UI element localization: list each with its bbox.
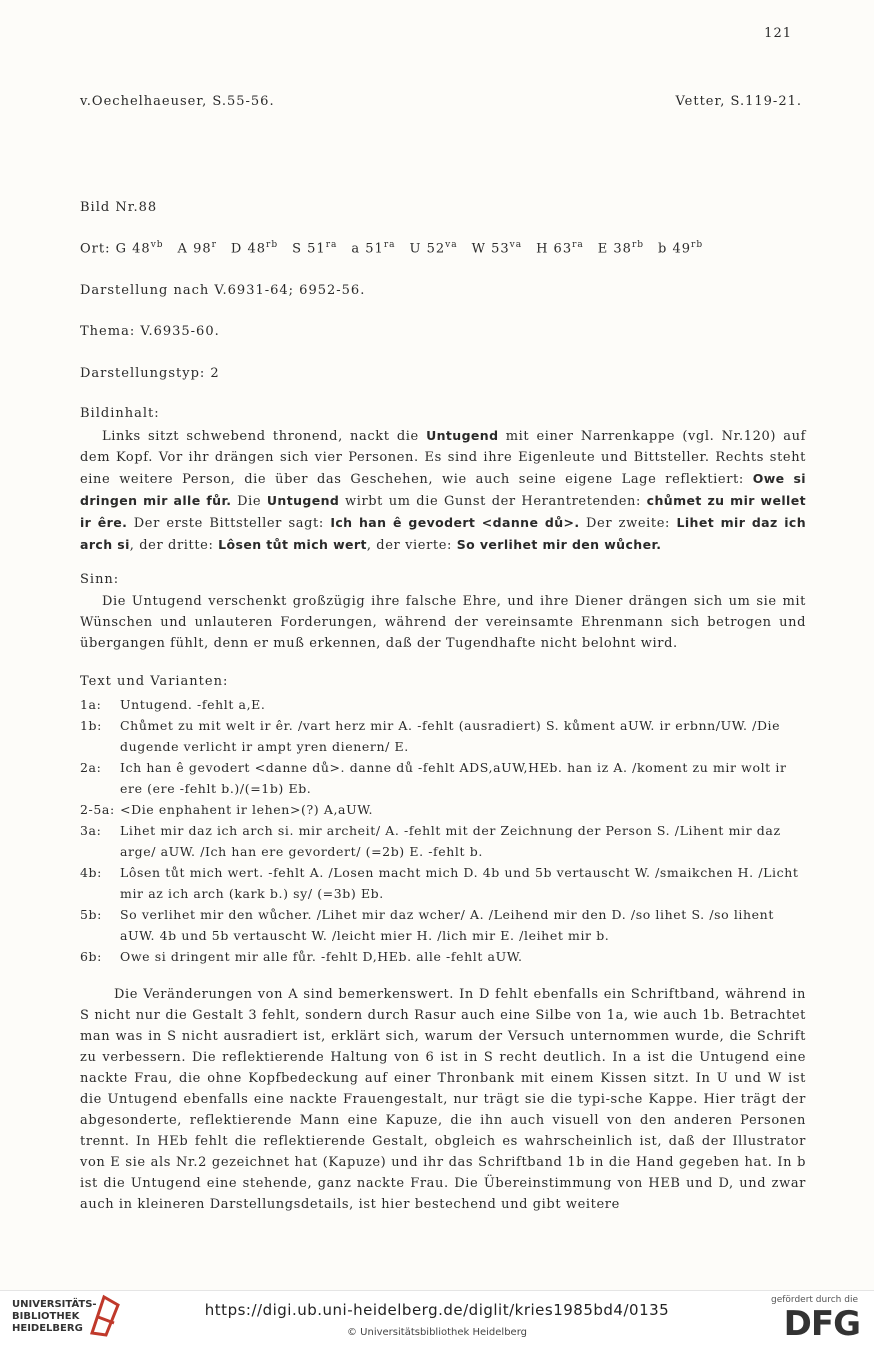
ort-siglum: U $52^{va}$	[409, 240, 458, 257]
body-text: Der erste Bittsteller sagt:	[127, 516, 331, 531]
variant-text: Chůmet zu mit welt ir êr. /vart herz mir A. -fehlt (ausradiert) S. kůment aUW. ir erbnn/UW. /Die dugende verlicht ir ampt yren dienern/ E.	[120, 718, 781, 754]
quoted-verse: Untugend	[426, 428, 499, 443]
darstellungstyp-line: Darstellungstyp: 2	[80, 366, 220, 381]
quoted-verse: So verlihet mir den wůcher.	[456, 537, 662, 552]
sinn-heading: Sinn:	[80, 572, 120, 587]
thema-line: Thema: V.6935-60.	[80, 324, 220, 339]
ort-siglum: G $48^{vb}$	[115, 240, 164, 257]
header-left: v.Oechelhaeuser, S.55-56.	[80, 94, 275, 109]
variant-text: Ich han ê gevodert <danne dů>. danne dů -fehlt ADS,aUW,HEb. han iz A. /koment zu mir wolt ir ere (ere -fehlt b.)/(=1b) Eb.	[120, 760, 787, 796]
variant-text: So verlihet mir den wůcher. /Lihet mir daz wcher/ A. /Leihend mir den D. /so lihet S. /so lihent aUW. 4b und 5b vertauscht W. /leicht mier H. /lich mir E. /leihet mir b.	[120, 907, 774, 943]
variant-row	[80, 799, 810, 820]
variant-row	[80, 694, 810, 715]
variant-text: <Die enphahent ir lehen>(?) A,aUW.	[120, 802, 374, 817]
ort-siglum: E $38^{rb}$	[597, 240, 645, 257]
variant-key: 1a:	[80, 697, 102, 712]
ort-siglum: W $53^{va}$	[471, 240, 523, 257]
variant-key: 2a:	[80, 760, 102, 775]
ub-logo-text: UNIVERSITÄTS- BIBLIOTHEK HEIDELBERG	[12, 1299, 97, 1334]
variant-text: Lôsen tůt mich wert. -fehlt A. /Losen macht mich D. 4b und 5b vertauscht W. /smaikchen H. /Licht mir az ich arch (kark b.) sy/ (=3b) Eb.	[120, 865, 799, 901]
quoted-verse: chůmet zu mir wellet ir êre.	[80, 493, 806, 530]
ort-line	[80, 240, 717, 256]
variant-key: 5b:	[80, 907, 102, 922]
body-text: , der vierte:	[366, 538, 457, 553]
variant-text: Owe si dringent mir alle fůr. -fehlt D,HEb. alle -fehlt aUW.	[120, 949, 523, 964]
variant-row	[80, 820, 810, 862]
ort-sigla	[116, 241, 717, 256]
ort-siglum: D $48^{rb}$	[230, 240, 279, 257]
varianten-list	[80, 694, 810, 967]
variant-row	[80, 757, 810, 799]
bild-number: Bild Nr.88	[80, 200, 158, 215]
schluss-text: Die Veränderungen von A sind bemerkenswert. In D fehlt ebenfalls ein Schriftband, während in S nicht nur die Gestalt 3 fehlt, sondern durch Rasur auch eine Silbe von 1a, wie auch 1b. Betrachtet man was in S nicht ausradiert ist, erklärt sich, warum der Versuch unternommen wurde, die Schrift zu verbessern. Die reflektierende Haltung von 6 ist in S recht deutlich. In a ist die Untugend eine nackte Frau, die ohne Kopfbedeckung auf einer Thronbank mit einem Kissen sitzt. In U und W ist die Untugend ebenfalls eine nackte Frauengestalt, nur trägt sie die typi-sche Kappe. Hier trägt der abgesonderte, reflektierende Mann eine Kapuze, die ihn auch visuell von den anderen Personen trennt. In HEb fehlt die reflektierende Gestalt, obgleich es wahrscheinlich ist, daß der Illustrator von E sie als Nr.2 gezeichnet hat (Kapuze) und ihr das Schriftband 1b in die Hand gegeben hat. In b ist die Untugend eine stehende, ganz nackte Frau. Die Übereinstimmung von HEB und D, und zwar auch in kleineren Darstellungsdetails, ist hier bestechend und gibt weitere	[80, 987, 806, 1212]
varianten-heading: Text und Varianten:	[80, 674, 229, 689]
variant-text: Untugend. -fehlt a,E.	[120, 697, 266, 712]
ort-label: Ort:	[80, 241, 111, 257]
dfg-logo: DFG	[783, 1304, 860, 1344]
variant-key: 4b:	[80, 865, 102, 880]
footer-bar	[0, 1290, 874, 1348]
quoted-verse: Untugend	[266, 493, 340, 508]
quoted-verse: Lôsen tůt mich wert	[218, 537, 367, 552]
quoted-verse: Owe si dringen mir alle fůr.	[80, 471, 806, 508]
funded-by-text: gefördert durch die	[771, 1295, 858, 1305]
permalink-url[interactable]: https://digi.ub.uni-heidelberg.de/diglit/kries1985bd4/0135	[204, 1301, 670, 1319]
variant-key: 6b:	[80, 949, 102, 964]
ort-siglum: A 98$^r$	[177, 240, 217, 257]
variant-key: 3a:	[80, 823, 102, 838]
ort-siglum: a $51^{ra}$	[351, 240, 396, 257]
body-text: mit einer Narrenkappe (vgl. Nr.120) auf dem Kopf. Vor ihr drängen sich vier Personen. Es sind ihre Eigenleute und Bittsteller. Rechts steht eine weitere Person, die über das Geschehen, wie auch seine eigene Lage reflektiert:	[80, 429, 806, 487]
sinn-text: Die Untugend verschenkt großzügig ihre falsche Ehre, und ihre Diener drängen sich um sie mit Wünschen und unlauteren Forderungen, während der vereinsamte Ehrenmann sich betrogen und übergangen fühlt, denn er muß erkennen, daß der Tugendhafte nicht belohnt wird.	[80, 594, 806, 651]
body-text: Links sitzt schwebend thronend, nackt die	[102, 429, 427, 444]
variant-row	[80, 862, 810, 904]
variant-key: 1b:	[80, 718, 102, 733]
variant-key: 2-5a:	[80, 802, 115, 817]
body-text: , der dritte:	[129, 538, 219, 553]
header-right: Vetter, S.119-21.	[675, 94, 802, 109]
darstellung-line: Darstellung nach V.6931-64; 6952-56.	[80, 283, 366, 298]
variant-row	[80, 715, 810, 757]
variant-row	[80, 946, 810, 967]
bildinhalt-text	[80, 425, 806, 556]
bildinhalt-heading: Bildinhalt:	[80, 406, 160, 421]
variant-row	[80, 904, 810, 946]
copyright-text: © Universitätsbibliothek Heidelberg	[346, 1327, 527, 1338]
body-text: Die	[231, 494, 267, 509]
page-number: 121	[764, 26, 792, 41]
ort-siglum: H $63^{ra}$	[536, 240, 584, 257]
quoted-verse: Lihet mir daz ich arch si	[80, 515, 806, 552]
quoted-verse: Ich han ê gevodert <danne dů>.	[330, 515, 580, 530]
variant-text: Lihet mir daz ich arch si. mir archeit/ A. -fehlt mit der Zeichnung der Person S. /Lihent mir daz arge/ aUW. /Ich han ere gevordert/ (=2b) E. -fehlt b.	[120, 823, 781, 859]
ort-siglum: S $51^{ra}$	[292, 240, 338, 257]
body-text: wirbt um die Gunst der Herantretenden:	[339, 494, 647, 509]
ort-siglum: b $49^{rb}$	[658, 240, 704, 257]
body-text: Der zweite:	[579, 516, 677, 531]
